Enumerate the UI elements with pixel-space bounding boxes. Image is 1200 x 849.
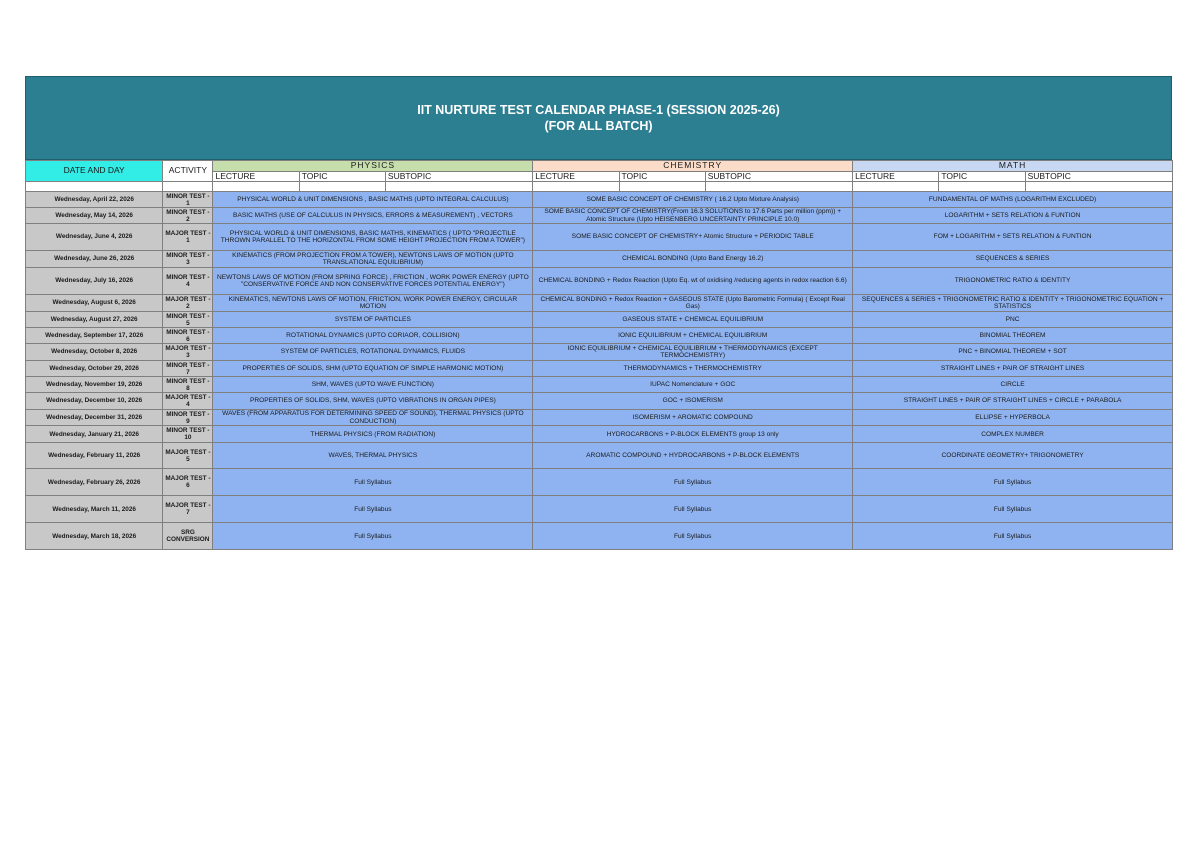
physics-syllabus-cell: WAVES, THERMAL PHYSICS (213, 443, 533, 469)
date-cell: Wednesday, October 29, 2026 (26, 361, 163, 377)
math-syllabus-cell: Full Syllabus (853, 523, 1173, 550)
activity-cell: SRG CONVERSION (163, 523, 213, 550)
physics-topic-header: TOPIC (299, 172, 385, 182)
chemistry-syllabus-cell: CHEMICAL BONDING (Upto Band Energy 16.2) (533, 251, 853, 268)
table-row (26, 496, 1173, 523)
math-syllabus-cell: CIRCLE (853, 377, 1173, 393)
table-row (26, 224, 1173, 251)
math-syllabus-cell: PNC (853, 312, 1173, 328)
date-cell: Wednesday, August 27, 2026 (26, 312, 163, 328)
table-row (26, 251, 1173, 268)
activity-cell: MINOR TEST - 5 (163, 312, 213, 328)
date-cell: Wednesday, September 17, 2026 (26, 328, 163, 344)
activity-cell: MINOR TEST - 9 (163, 410, 213, 426)
table-row (26, 208, 1173, 224)
title-banner (25, 76, 1172, 160)
chemistry-syllabus-cell: HYDROCARBONS + P-BLOCK ELEMENTS group 13 only (533, 426, 853, 443)
physics-syllabus-cell: Full Syllabus (213, 469, 533, 496)
date-cell: Wednesday, November 19, 2026 (26, 377, 163, 393)
calendar-table (25, 160, 1173, 550)
activity-cell: MINOR TEST - 7 (163, 361, 213, 377)
table-row (26, 295, 1173, 312)
table-row (26, 469, 1173, 496)
physics-syllabus-cell: Full Syllabus (213, 496, 533, 523)
chemistry-syllabus-cell: IONIC EQUILIBRIUM + CHEMICAL EQUILIBRIUM + THERMODYNAMICS (EXCEPT TERMOCHEMISTRY) (533, 344, 853, 361)
activity-cell: MINOR TEST - 3 (163, 251, 213, 268)
activity-cell: MINOR TEST - 6 (163, 328, 213, 344)
chemistry-header: CHEMISTRY (533, 161, 853, 172)
date-cell: Wednesday, July 16, 2026 (26, 268, 163, 295)
test-calendar-sheet (25, 76, 1172, 550)
math-syllabus-cell: COMPLEX NUMBER (853, 426, 1173, 443)
physics-syllabus-cell: SHM, WAVES (UPTO WAVE FUNCTION) (213, 377, 533, 393)
activity-cell: MAJOR TEST - 7 (163, 496, 213, 523)
math-syllabus-cell: SEQUENCES & SERIES + TRIGONOMETRIC RATIO & IDENTITY + TRIGONOMETRIC EQUATION + STATISTICS (853, 295, 1173, 312)
physics-subtopic-header: SUBTOPIC (385, 172, 532, 182)
physics-header: PHYSICS (213, 161, 533, 172)
date-cell: Wednesday, March 11, 2026 (26, 496, 163, 523)
date-cell: Wednesday, March 18, 2026 (26, 523, 163, 550)
physics-syllabus-cell: SYSTEM OF PARTICLES, ROTATIONAL DYNAMICS, FLUIDS (213, 344, 533, 361)
date-cell: Wednesday, August 6, 2026 (26, 295, 163, 312)
chemistry-syllabus-cell: CHEMICAL BONDING + Redox Reaction (Upto Eq. wt of oxidising /reducing agents in redox reaction 6.6) (533, 268, 853, 295)
page-subtitle: (FOR ALL BATCH) (544, 119, 653, 133)
activity-cell: MINOR TEST - 2 (163, 208, 213, 224)
math-syllabus-cell: Full Syllabus (853, 469, 1173, 496)
table-row (26, 344, 1173, 361)
physics-syllabus-cell: PROPERTIES OF SOLIDS, SHM (UPTO EQUATION OF SIMPLE HARMONIC MOTION) (213, 361, 533, 377)
physics-syllabus-cell: BASIC MATHS (USE OF CALCULUS IN PHYSICS, ERRORS & MEASUREMENT) , VECTORS (213, 208, 533, 224)
activity-cell: MAJOR TEST - 6 (163, 469, 213, 496)
math-subtopic-header: SUBTOPIC (1025, 172, 1172, 182)
table-row (26, 328, 1173, 344)
activity-cell: MINOR TEST - 10 (163, 426, 213, 443)
chemistry-syllabus-cell: SOME BASIC CONCEPT OF CHEMISTRY(From 16.3 SOLUTIONS to 17.6 Parts per million (ppm)) + Atomic Structure (Upto HEISENBERG UNCERTAINTY PRINCIPLE 10.0) (533, 208, 853, 224)
activity-cell: MAJOR TEST - 1 (163, 224, 213, 251)
math-syllabus-cell: STRAIGHT LINES + PAIR OF STRAIGHT LINES (853, 361, 1173, 377)
table-row (26, 443, 1173, 469)
math-syllabus-cell: LOGARITHM + SETS RELATION & FUNTION (853, 208, 1173, 224)
date-cell: Wednesday, June 4, 2026 (26, 224, 163, 251)
math-syllabus-cell: STRAIGHT LINES + PAIR OF STRAIGHT LINES + CIRCLE + PARABOLA (853, 393, 1173, 410)
activity-cell: MINOR TEST - 8 (163, 377, 213, 393)
activity-column-header: ACTIVITY (163, 161, 213, 182)
activity-cell: MAJOR TEST - 5 (163, 443, 213, 469)
chemistry-subtopic-header: SUBTOPIC (705, 172, 852, 182)
date-cell: Wednesday, February 11, 2026 (26, 443, 163, 469)
table-row (26, 377, 1173, 393)
math-syllabus-cell: ELLIPSE + HYPERBOLA (853, 410, 1173, 426)
activity-cell: MAJOR TEST - 3 (163, 344, 213, 361)
chemistry-syllabus-cell: Full Syllabus (533, 469, 853, 496)
math-header: MATH (853, 161, 1173, 172)
table-row (26, 312, 1173, 328)
date-cell: Wednesday, February 26, 2026 (26, 469, 163, 496)
table-row (26, 523, 1173, 550)
math-syllabus-cell: FUNDAMENTAL OF MATHS (LOGARITHM EXCLUDED) (853, 192, 1173, 208)
table-row (26, 410, 1173, 426)
page-title: IIT NURTURE TEST CALENDAR PHASE-1 (SESSION 2025-26) (417, 103, 780, 117)
math-syllabus-cell: COORDINATE GEOMETRY+ TRIGONOMETRY (853, 443, 1173, 469)
chemistry-lecture-header: LECTURE (533, 172, 619, 182)
chemistry-syllabus-cell: GASEOUS STATE + CHEMICAL EQUILIBRIUM (533, 312, 853, 328)
chemistry-syllabus-cell: IUPAC Nomenclature + GOC (533, 377, 853, 393)
date-cell: Wednesday, October 8, 2026 (26, 344, 163, 361)
table-row (26, 268, 1173, 295)
date-cell: Wednesday, April 22, 2026 (26, 192, 163, 208)
math-syllabus-cell: Full Syllabus (853, 496, 1173, 523)
physics-syllabus-cell: PHYSICAL WORLD & UNIT DIMENSIONS, BASIC MATHS, KINEMATICS ( UPTO "PROJECTILE THROWN PARALLEL TO THE HORIZONTAL FROM SOME HEIGHT PROJECTION FROM A TOWER") (213, 224, 533, 251)
chemistry-syllabus-cell: Full Syllabus (533, 496, 853, 523)
physics-lecture-header: LECTURE (213, 172, 299, 182)
chemistry-syllabus-cell: AROMATIC COMPOUND + HYDROCARBONS + P-BLOCK ELEMENTS (533, 443, 853, 469)
math-syllabus-cell: TRIGONOMETRIC RATIO & IDENTITY (853, 268, 1173, 295)
math-syllabus-cell: SEQUENCES & SERIES (853, 251, 1173, 268)
activity-cell: MAJOR TEST - 2 (163, 295, 213, 312)
physics-syllabus-cell: NEWTONS LAWS OF MOTION (FROM SPRING FORCE) , FRICTION , WORK POWER ENERGY (UPTO "CONSERVATIVE FORCE AND NON CONSERVATIVE FORCES POTENTIAL ENERGY") (213, 268, 533, 295)
physics-syllabus-cell: ROTATIONAL DYNAMICS (UPTO CORIAOR, COLLISION) (213, 328, 533, 344)
table-row (26, 393, 1173, 410)
blank-spacer-row (26, 182, 1173, 192)
physics-syllabus-cell: PHYSICAL WORLD & UNIT DIMENSIONS , BASIC MATHS (UPTO INTEGRAL CALCULUS) (213, 192, 533, 208)
date-cell: Wednesday, December 31, 2026 (26, 410, 163, 426)
physics-syllabus-cell: KINEMATICS, NEWTONS LAWS OF MOTION, FRICTION, WORK POWER ENERGY, CIRCULAR MOTION (213, 295, 533, 312)
chemistry-syllabus-cell: IONIC EQUILIBRIUM + CHEMICAL EQUILIBRIUM (533, 328, 853, 344)
chemistry-syllabus-cell: GOC + ISOMERISM (533, 393, 853, 410)
math-syllabus-cell: PNC + BINOMIAL THEOREM + SOT (853, 344, 1173, 361)
chemistry-syllabus-cell: ISOMERISM + AROMATIC COMPOUND (533, 410, 853, 426)
chemistry-syllabus-cell: SOME BASIC CONCEPT OF CHEMISTRY+ Atomic Structure + PERIODIC TABLE (533, 224, 853, 251)
math-lecture-header: LECTURE (853, 172, 939, 182)
date-column-header: DATE AND DAY (26, 161, 163, 182)
physics-syllabus-cell: WAVES (FROM APPARATUS FOR DETERMINING SPEED OF SOUND), THERMAL PHYSICS (UPTO CONDUCTION) (213, 410, 533, 426)
physics-syllabus-cell: SYSTEM OF PARTICLES (213, 312, 533, 328)
chemistry-syllabus-cell: CHEMICAL BONDING + Redox Reaction + GASEOUS STATE (Upto Barometric Formula) ( Except Real Gas) (533, 295, 853, 312)
math-syllabus-cell: BINOMIAL THEOREM (853, 328, 1173, 344)
physics-syllabus-cell: THERMAL PHYSICS (FROM RADIATION) (213, 426, 533, 443)
date-cell: Wednesday, January 21, 2026 (26, 426, 163, 443)
date-cell: Wednesday, December 10, 2026 (26, 393, 163, 410)
math-topic-header: TOPIC (939, 172, 1025, 182)
activity-cell: MINOR TEST - 1 (163, 192, 213, 208)
chemistry-syllabus-cell: SOME BASIC CONCEPT OF CHEMISTRY ( 16.2 Upto Mixture Analysis) (533, 192, 853, 208)
activity-cell: MAJOR TEST - 4 (163, 393, 213, 410)
chemistry-topic-header: TOPIC (619, 172, 705, 182)
activity-cell: MINOR TEST - 4 (163, 268, 213, 295)
table-row (26, 192, 1173, 208)
physics-syllabus-cell: Full Syllabus (213, 523, 533, 550)
date-cell: Wednesday, June 26, 2026 (26, 251, 163, 268)
table-row (26, 426, 1173, 443)
table-row (26, 361, 1173, 377)
chemistry-syllabus-cell: THERMODYNAMICS + THERMOCHEMISTRY (533, 361, 853, 377)
math-syllabus-cell: FOM + LOGARITHM + SETS RELATION & FUNTION (853, 224, 1173, 251)
physics-syllabus-cell: KINEMATICS (FROM PROJECTION FROM A TOWER), NEWTONS LAWS OF MOTION (UPTO TRANSLATIONAL EQUILIBRIUM) (213, 251, 533, 268)
chemistry-syllabus-cell: Full Syllabus (533, 523, 853, 550)
date-cell: Wednesday, May 14, 2026 (26, 208, 163, 224)
physics-syllabus-cell: PROPERTIES OF SOLIDS, SHM, WAVES (UPTO VIBRATIONS IN ORGAN PIPES) (213, 393, 533, 410)
